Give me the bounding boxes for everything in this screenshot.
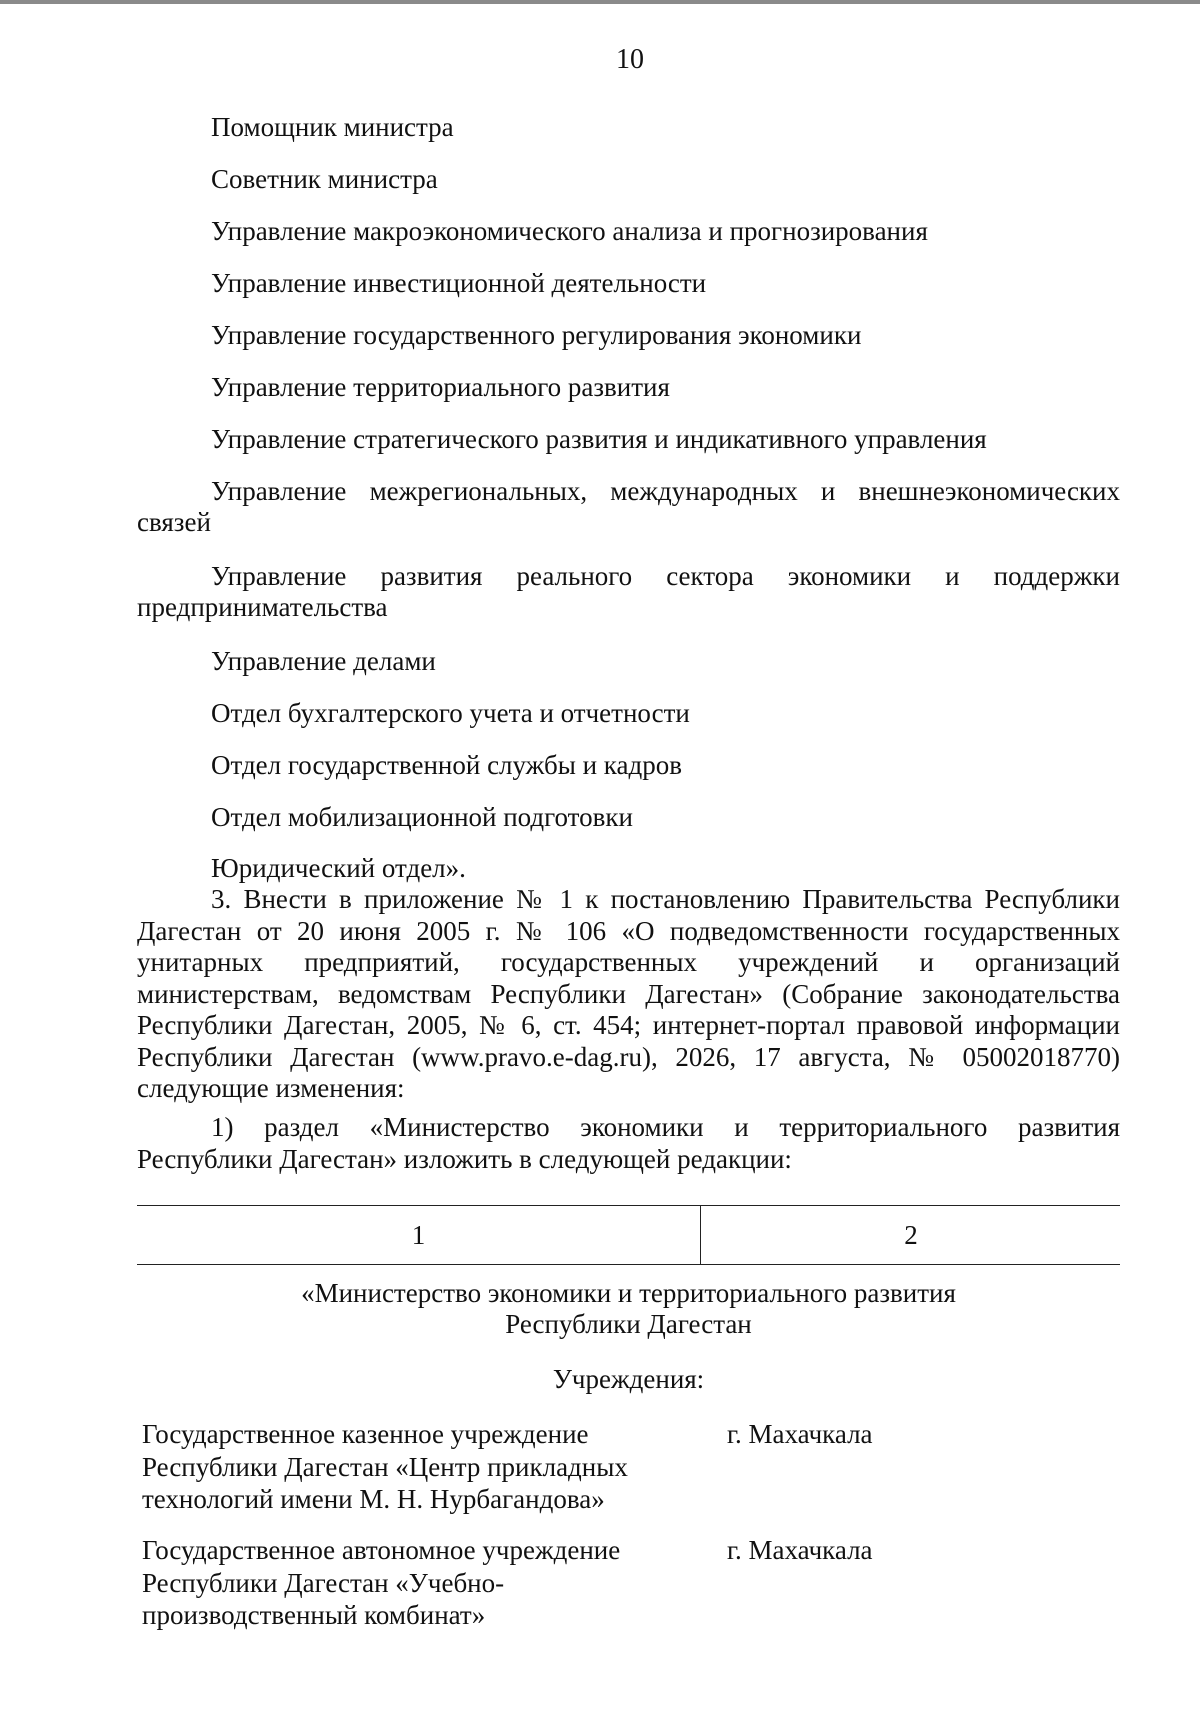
institution-city: г. Махачкала <box>727 1419 873 1449</box>
institution-city: г. Махачкала <box>727 1535 873 1565</box>
institution-name: Государственное автономное учреждение Республики Дагестан «Учебно- производственный комбинат» <box>142 1535 621 1630</box>
table-header-col-2: 2 <box>904 1219 918 1250</box>
list-item: Отдел мобилизационной подготовки <box>211 802 633 832</box>
paragraph-point-3: 3. Внести в приложение № 1 к постановлению Правительства Республики Дагестан от 20 июня 2005 г. № 106 «О подведомственности государственных унитарных предприятий, государственных учреждений и организаций министерствам, ведомствам Республики Дагестан» (Собрание законодательства Республики Дагестан, 2005, № 6, ст. 454; интернет-портал правовой информации Республики Дагестан (www.pravo.e-dag.ru), 2026, 17 августа, № 05002018770) следующие изменения: <box>137 884 1120 1103</box>
paragraph-subpoint-1: 1) раздел «Министерство экономики и территориального развития Республики Дагестан» изложить в следующей редакции: <box>137 1112 1120 1174</box>
list-item: Юридический отдел». <box>211 853 466 883</box>
list-item: Управление делами <box>211 646 436 676</box>
list-item: Помощник министра <box>211 112 454 142</box>
list-item: Управление стратегического развития и индикативного управления <box>211 424 987 454</box>
list-item-multiline: Управление межрегиональных, международных и внешнеэкономических связей <box>137 476 1120 537</box>
list-item-multiline: Управление развития реального сектора экономики и поддержки предпринимательства <box>137 561 1120 622</box>
list-item: Управление государственного регулирования экономики <box>211 320 862 350</box>
list-item: Отдел бухгалтерского учета и отчетности <box>211 698 690 728</box>
table-header-col-1: 1 <box>137 1206 701 1264</box>
section-title: «Министерство экономики и территориального развития Республики Дагестан <box>301 1278 956 1339</box>
list-item: Управление макроэкономического анализа и прогнозирования <box>211 216 928 246</box>
list-item: Отдел государственной службы и кадров <box>211 750 682 780</box>
list-item: Управление территориального развития <box>211 372 670 402</box>
list-item: Советник министра <box>211 164 438 194</box>
page-number: 10 <box>616 44 644 75</box>
institution-name: Государственное казенное учреждение Республики Дагестан «Центр прикладных технологий имени М. Н. Нурбагандова» <box>142 1419 628 1514</box>
table-header <box>137 1205 1120 1265</box>
list-item: Управление инвестиционной деятельности <box>211 268 707 298</box>
scan-top-edge <box>0 0 1200 4</box>
institutions-heading: Учреждения: <box>552 1364 705 1394</box>
